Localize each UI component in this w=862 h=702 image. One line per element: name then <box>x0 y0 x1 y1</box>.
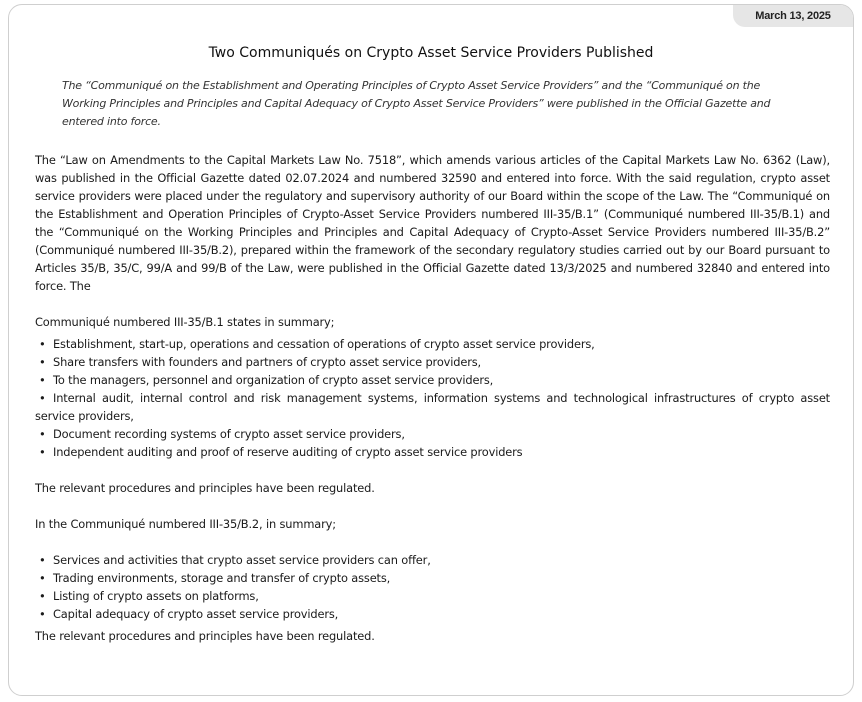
list-item: • Document recording systems of crypto asset service providers, <box>39 427 405 441</box>
bullet-icon: • <box>39 553 46 567</box>
bullet-icon: • <box>39 571 46 585</box>
intro-paragraph: The “Law on Amendments to the Capital Markets Law No. 7518”, which amends various articles of the Capital Markets Law No. 6362 (Law), was published in the Official Gazette dated 02.07.2024 and numbered 32590 and entered into force. With the said regulation, crypto asset service providers were placed under the regulatory and supervisory authority of our Board within the scope of the Law. The “Communiqué on the Establishment and Operation Principles of Crypto-Asset Service Providers numbered III-35/B.1” (Communiqué numbered III-35/B.1) and the “Communiqué on the Working Principles and Principles and Capital Adequacy of Crypto-Asset Service Providers numbered III-35/B.2” (Communiqué numbered III-35/B.2), prepared within the framework of the secondary regulatory studies carried out by our Board pursuant to Articles 35/B, 35/C, 99/A and 99/B of the Law, were published in the Official Gazette dated 13/3/2025 and numbered 32840 and entered into force. The <box>35 153 830 293</box>
article-body <box>35 151 830 645</box>
bullet-icon: • <box>39 589 46 603</box>
section1-heading: Communiqué numbered III-35/B.1 states in summary; <box>35 315 335 329</box>
list-item: • Listing of crypto assets on platforms, <box>39 589 259 603</box>
section1-list <box>35 335 830 461</box>
bullet-icon: • <box>39 373 46 387</box>
bullet-icon: • <box>39 337 46 351</box>
page-title: Two Communiqués on Crypto Asset Service Providers Published <box>208 45 654 61</box>
list-item: • Capital adequacy of crypto asset service providers, <box>39 607 339 621</box>
section2-heading: In the Communiqué numbered III-35/B.2, in summary; <box>35 517 336 531</box>
announcement-card <box>8 4 854 696</box>
list-item: • Independent auditing and proof of reserve auditing of crypto asset service providers <box>39 445 523 459</box>
list-item: • Trading environments, storage and transfer of crypto assets, <box>39 571 391 585</box>
section2-closing: The relevant procedures and principles have been regulated. <box>35 629 375 643</box>
section2-list <box>35 551 830 623</box>
list-item: • Establishment, start-up, operations and cessation of operations of crypto asset service providers, <box>39 337 595 351</box>
bullet-icon: • <box>39 355 46 369</box>
section1-closing: The relevant procedures and principles have been regulated. <box>35 481 375 495</box>
article-summary: The “Communiqué on the Establishment and Operating Principles of Crypto Asset Service Providers” and the “Communiqué on the Working Principles and Principles and Capital Adequacy of Crypto Asset Service Providers” were published in the Official Gazette and entered into force. <box>62 79 771 128</box>
list-item: • Services and activities that crypto asset service providers can offer, <box>39 553 431 567</box>
bullet-icon: • <box>39 445 46 459</box>
list-item: • Internal audit, internal control and risk management systems, information systems and technological infrastructures of crypto asset service providers, <box>35 391 830 423</box>
list-item: • To the managers, personnel and organization of crypto asset service providers, <box>39 373 494 387</box>
date-badge: March 13, 2025 <box>733 5 853 27</box>
bullet-icon: • <box>39 607 46 621</box>
bullet-icon: • <box>39 427 46 441</box>
list-item: • Share transfers with founders and partners of crypto asset service providers, <box>39 355 481 369</box>
bullet-icon: • <box>39 391 46 405</box>
